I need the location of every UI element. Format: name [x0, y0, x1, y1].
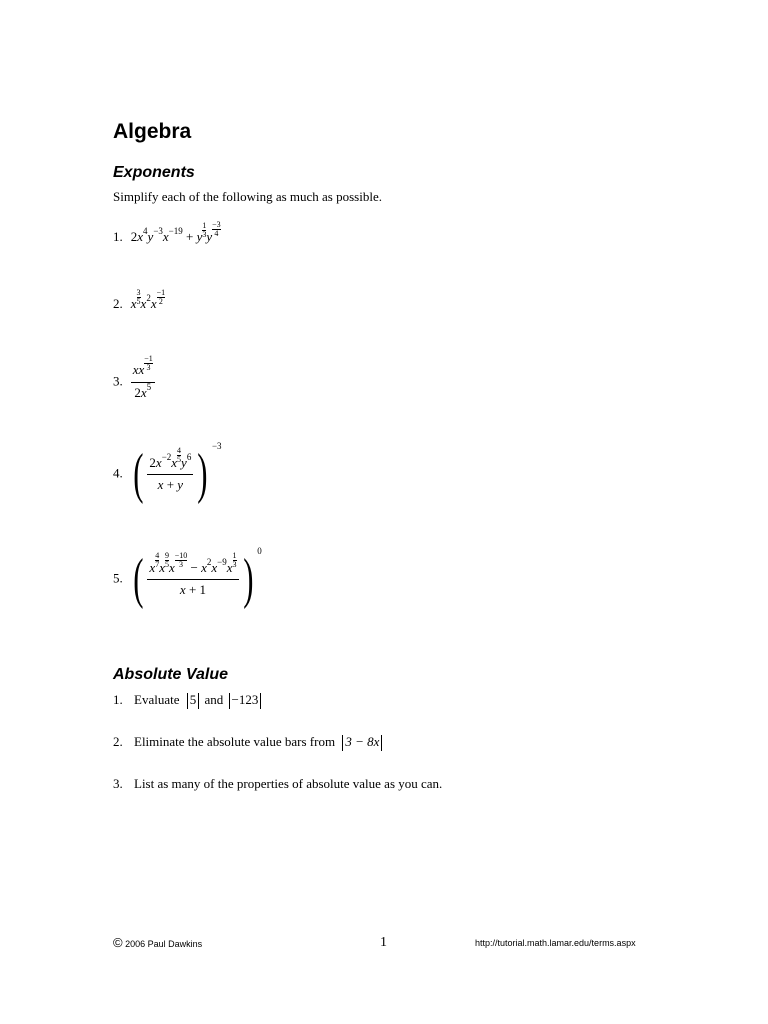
absolute-value-item-2 — [113, 734, 384, 751]
absolute-value-item-3 — [113, 776, 442, 792]
abs-value-b: −123 — [231, 692, 259, 707]
problem-number: 4. — [113, 465, 123, 481]
item-number: 2. — [113, 734, 123, 749]
item-text: Evaluate — [134, 692, 180, 707]
exponent-problem-1 — [113, 219, 221, 247]
problem-expression: ( $2x^{-2}x$ $\frac{4}{5}$ $y^6$ x + y ) $^{-3}$ — [132, 440, 222, 505]
item-number: 3. — [113, 776, 123, 791]
footer-author: 2006 Paul Dawkins — [125, 939, 203, 949]
copyright-symbol: © — [113, 935, 123, 950]
problem-expression: ( x $\frac{4}{7}$ x $\frac{9}{5}$ x $\frac{-10}{3}$ − $x^2x^{-9}x$ $\frac{1}{3}$ x + 1 ) $^0$ — [132, 545, 262, 610]
footer-page-number: 1 — [380, 935, 387, 950]
item-connector: and — [204, 692, 224, 707]
problem-expression: x $\frac{3}{5}$ $x^2x$ $\frac{-1}{2}$ — [130, 287, 166, 311]
problem-number: 5. — [113, 570, 123, 586]
abs-value-a: 5 — [189, 692, 197, 707]
abs-expression: 3 − 8x — [345, 734, 380, 749]
problem-number: 3. — [113, 373, 123, 389]
problem-number: 1. — [113, 229, 123, 244]
absolute-value-item-1 — [113, 692, 263, 709]
exponent-problem-4 — [113, 442, 222, 506]
footer-url: http://tutorial.math.lamar.edu/terms.aspx — [475, 938, 636, 948]
footer-copyright — [113, 935, 202, 950]
problem-expression: xx $\frac{-1}{3}$ $2x^5$ — [132, 353, 153, 400]
section-heading-exponents: Exponents — [113, 164, 195, 181]
section-heading-absolute-value: Absolute Value — [113, 666, 228, 683]
exponents-instruction: Simplify each of the following as much as possible. — [113, 189, 382, 204]
exponent-problem-5 — [113, 547, 262, 611]
item-text: Eliminate the absolute value bars from — [134, 734, 336, 749]
exponent-problem-2 — [113, 287, 166, 314]
problem-number: 2. — [113, 296, 123, 311]
item-number: 1. — [113, 692, 123, 707]
problem-expression: $2x^4y^{-3}x^{-19} + y$ $\frac{1}{3}$ y $\frac{-3}{4}$ — [130, 219, 221, 244]
page-title: Algebra — [113, 120, 192, 143]
exponent-problem-3 — [113, 353, 155, 401]
item-text: List as many of the properties of absolute value as you can. — [134, 776, 443, 791]
